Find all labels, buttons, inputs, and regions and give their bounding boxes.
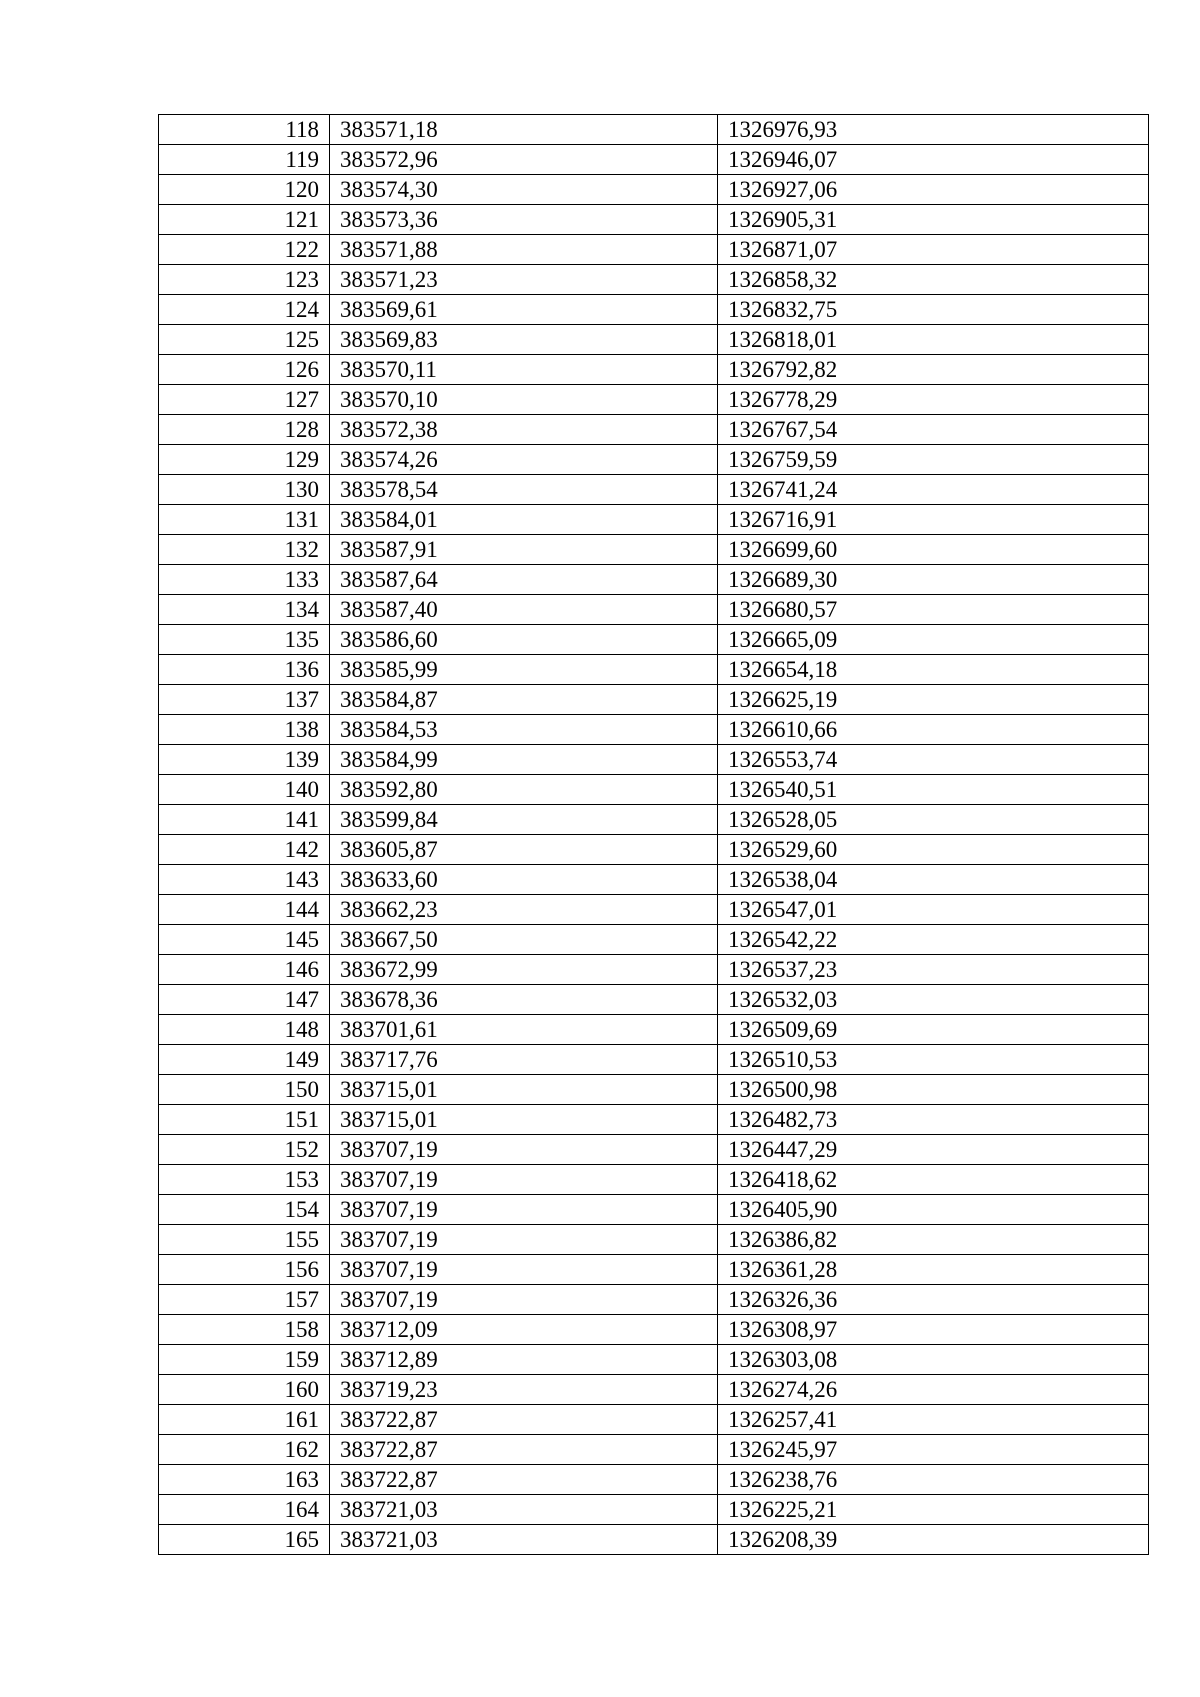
x-coordinate-cell: 383721,03 (330, 1525, 718, 1555)
x-coordinate-cell: 383662,23 (330, 895, 718, 925)
table-row (159, 625, 1149, 655)
point-number-cell: 149 (159, 1045, 330, 1075)
point-number-cell: 135 (159, 625, 330, 655)
point-number-cell: 161 (159, 1405, 330, 1435)
point-number-cell: 132 (159, 535, 330, 565)
y-coordinate-cell: 1326778,29 (718, 385, 1149, 415)
y-coordinate-cell: 1326274,26 (718, 1375, 1149, 1405)
table-row (159, 1525, 1149, 1555)
table-row (159, 1495, 1149, 1525)
x-coordinate-cell: 383707,19 (330, 1135, 718, 1165)
table-row (159, 1135, 1149, 1165)
x-coordinate-cell: 383678,36 (330, 985, 718, 1015)
table-row (159, 1345, 1149, 1375)
table-row (159, 205, 1149, 235)
table-row (159, 1075, 1149, 1105)
table-row (159, 1195, 1149, 1225)
point-number-cell: 152 (159, 1135, 330, 1165)
y-coordinate-cell: 1326741,24 (718, 475, 1149, 505)
table-row (159, 175, 1149, 205)
table-row (159, 235, 1149, 265)
point-number-cell: 121 (159, 205, 330, 235)
table-row (159, 145, 1149, 175)
table-row (159, 1405, 1149, 1435)
y-coordinate-cell: 1326871,07 (718, 235, 1149, 265)
x-coordinate-cell: 383715,01 (330, 1105, 718, 1135)
y-coordinate-cell: 1326208,39 (718, 1525, 1149, 1555)
x-coordinate-cell: 383569,83 (330, 325, 718, 355)
point-number-cell: 159 (159, 1345, 330, 1375)
x-coordinate-cell: 383712,89 (330, 1345, 718, 1375)
point-number-cell: 153 (159, 1165, 330, 1195)
x-coordinate-cell: 383722,87 (330, 1465, 718, 1495)
point-number-cell: 122 (159, 235, 330, 265)
table-row (159, 295, 1149, 325)
y-coordinate-cell: 1326528,05 (718, 805, 1149, 835)
table-row (159, 325, 1149, 355)
x-coordinate-cell: 383569,61 (330, 295, 718, 325)
y-coordinate-cell: 1326832,75 (718, 295, 1149, 325)
y-coordinate-cell: 1326540,51 (718, 775, 1149, 805)
y-coordinate-cell: 1326245,97 (718, 1435, 1149, 1465)
y-coordinate-cell: 1326482,73 (718, 1105, 1149, 1135)
table-row (159, 745, 1149, 775)
point-number-cell: 139 (159, 745, 330, 775)
x-coordinate-cell: 383587,64 (330, 565, 718, 595)
point-number-cell: 146 (159, 955, 330, 985)
table-row (159, 115, 1149, 145)
x-coordinate-cell: 383707,19 (330, 1195, 718, 1225)
point-number-cell: 148 (159, 1015, 330, 1045)
y-coordinate-cell: 1326509,69 (718, 1015, 1149, 1045)
x-coordinate-cell: 383667,50 (330, 925, 718, 955)
x-coordinate-cell: 383599,84 (330, 805, 718, 835)
x-coordinate-cell: 383584,99 (330, 745, 718, 775)
point-number-cell: 144 (159, 895, 330, 925)
y-coordinate-cell: 1326532,03 (718, 985, 1149, 1015)
point-number-cell: 120 (159, 175, 330, 205)
y-coordinate-cell: 1326792,82 (718, 355, 1149, 385)
x-coordinate-cell: 383592,80 (330, 775, 718, 805)
coordinates-table-body (159, 115, 1149, 1555)
table-row (159, 895, 1149, 925)
table-row (159, 1465, 1149, 1495)
x-coordinate-cell: 383721,03 (330, 1495, 718, 1525)
table-row (159, 595, 1149, 625)
point-number-cell: 147 (159, 985, 330, 1015)
y-coordinate-cell: 1326538,04 (718, 865, 1149, 895)
table-row (159, 685, 1149, 715)
point-number-cell: 126 (159, 355, 330, 385)
y-coordinate-cell: 1326818,01 (718, 325, 1149, 355)
table-row (159, 805, 1149, 835)
point-number-cell: 163 (159, 1465, 330, 1495)
y-coordinate-cell: 1326500,98 (718, 1075, 1149, 1105)
y-coordinate-cell: 1326767,54 (718, 415, 1149, 445)
x-coordinate-cell: 383584,01 (330, 505, 718, 535)
x-coordinate-cell: 383605,87 (330, 835, 718, 865)
table-row (159, 1045, 1149, 1075)
y-coordinate-cell: 1326529,60 (718, 835, 1149, 865)
point-number-cell: 136 (159, 655, 330, 685)
x-coordinate-cell: 383707,19 (330, 1255, 718, 1285)
point-number-cell: 141 (159, 805, 330, 835)
y-coordinate-cell: 1326238,76 (718, 1465, 1149, 1495)
x-coordinate-cell: 383574,26 (330, 445, 718, 475)
y-coordinate-cell: 1326510,53 (718, 1045, 1149, 1075)
y-coordinate-cell: 1326610,66 (718, 715, 1149, 745)
x-coordinate-cell: 383715,01 (330, 1075, 718, 1105)
table-row (159, 1015, 1149, 1045)
table-row (159, 475, 1149, 505)
point-number-cell: 133 (159, 565, 330, 595)
x-coordinate-cell: 383586,60 (330, 625, 718, 655)
point-number-cell: 162 (159, 1435, 330, 1465)
x-coordinate-cell: 383578,54 (330, 475, 718, 505)
table-row (159, 865, 1149, 895)
table-row (159, 1225, 1149, 1255)
point-number-cell: 118 (159, 115, 330, 145)
y-coordinate-cell: 1326447,29 (718, 1135, 1149, 1165)
point-number-cell: 134 (159, 595, 330, 625)
point-number-cell: 157 (159, 1285, 330, 1315)
table-row (159, 1315, 1149, 1345)
point-number-cell: 164 (159, 1495, 330, 1525)
x-coordinate-cell: 383587,40 (330, 595, 718, 625)
y-coordinate-cell: 1326689,30 (718, 565, 1149, 595)
x-coordinate-cell: 383707,19 (330, 1285, 718, 1315)
x-coordinate-cell: 383570,10 (330, 385, 718, 415)
point-number-cell: 127 (159, 385, 330, 415)
x-coordinate-cell: 383584,87 (330, 685, 718, 715)
x-coordinate-cell: 383633,60 (330, 865, 718, 895)
y-coordinate-cell: 1326976,93 (718, 115, 1149, 145)
table-row (159, 505, 1149, 535)
table-row (159, 715, 1149, 745)
x-coordinate-cell: 383572,38 (330, 415, 718, 445)
table-row (159, 265, 1149, 295)
table-row (159, 1435, 1149, 1465)
table-row (159, 1105, 1149, 1135)
y-coordinate-cell: 1326665,09 (718, 625, 1149, 655)
y-coordinate-cell: 1326303,08 (718, 1345, 1149, 1375)
table-row (159, 1375, 1149, 1405)
y-coordinate-cell: 1326361,28 (718, 1255, 1149, 1285)
table-row (159, 1285, 1149, 1315)
y-coordinate-cell: 1326927,06 (718, 175, 1149, 205)
y-coordinate-cell: 1326326,36 (718, 1285, 1149, 1315)
point-number-cell: 140 (159, 775, 330, 805)
y-coordinate-cell: 1326537,23 (718, 955, 1149, 985)
point-number-cell: 160 (159, 1375, 330, 1405)
x-coordinate-cell: 383584,53 (330, 715, 718, 745)
y-coordinate-cell: 1326405,90 (718, 1195, 1149, 1225)
table-row (159, 415, 1149, 445)
table-row (159, 1255, 1149, 1285)
table-row (159, 1165, 1149, 1195)
point-number-cell: 154 (159, 1195, 330, 1225)
x-coordinate-cell: 383722,87 (330, 1435, 718, 1465)
point-number-cell: 119 (159, 145, 330, 175)
y-coordinate-cell: 1326225,21 (718, 1495, 1149, 1525)
y-coordinate-cell: 1326418,62 (718, 1165, 1149, 1195)
x-coordinate-cell: 383585,99 (330, 655, 718, 685)
x-coordinate-cell: 383712,09 (330, 1315, 718, 1345)
table-row (159, 955, 1149, 985)
point-number-cell: 165 (159, 1525, 330, 1555)
point-number-cell: 151 (159, 1105, 330, 1135)
y-coordinate-cell: 1326257,41 (718, 1405, 1149, 1435)
table-row (159, 775, 1149, 805)
x-coordinate-cell: 383571,23 (330, 265, 718, 295)
point-number-cell: 143 (159, 865, 330, 895)
table-row (159, 355, 1149, 385)
y-coordinate-cell: 1326625,19 (718, 685, 1149, 715)
y-coordinate-cell: 1326699,60 (718, 535, 1149, 565)
x-coordinate-cell: 383587,91 (330, 535, 718, 565)
y-coordinate-cell: 1326542,22 (718, 925, 1149, 955)
point-number-cell: 124 (159, 295, 330, 325)
point-number-cell: 125 (159, 325, 330, 355)
y-coordinate-cell: 1326905,31 (718, 205, 1149, 235)
point-number-cell: 138 (159, 715, 330, 745)
y-coordinate-cell: 1326858,32 (718, 265, 1149, 295)
y-coordinate-cell: 1326654,18 (718, 655, 1149, 685)
point-number-cell: 155 (159, 1225, 330, 1255)
coordinates-table (158, 114, 1149, 1555)
x-coordinate-cell: 383573,36 (330, 205, 718, 235)
table-row (159, 565, 1149, 595)
x-coordinate-cell: 383707,19 (330, 1165, 718, 1195)
x-coordinate-cell: 383672,99 (330, 955, 718, 985)
x-coordinate-cell: 383571,18 (330, 115, 718, 145)
point-number-cell: 150 (159, 1075, 330, 1105)
table-row (159, 835, 1149, 865)
point-number-cell: 130 (159, 475, 330, 505)
x-coordinate-cell: 383707,19 (330, 1225, 718, 1255)
y-coordinate-cell: 1326553,74 (718, 745, 1149, 775)
point-number-cell: 129 (159, 445, 330, 475)
y-coordinate-cell: 1326759,59 (718, 445, 1149, 475)
point-number-cell: 123 (159, 265, 330, 295)
x-coordinate-cell: 383717,76 (330, 1045, 718, 1075)
x-coordinate-cell: 383574,30 (330, 175, 718, 205)
point-number-cell: 158 (159, 1315, 330, 1345)
point-number-cell: 142 (159, 835, 330, 865)
x-coordinate-cell: 383701,61 (330, 1015, 718, 1045)
point-number-cell: 131 (159, 505, 330, 535)
x-coordinate-cell: 383571,88 (330, 235, 718, 265)
x-coordinate-cell: 383719,23 (330, 1375, 718, 1405)
table-row (159, 535, 1149, 565)
table-row (159, 655, 1149, 685)
y-coordinate-cell: 1326680,57 (718, 595, 1149, 625)
y-coordinate-cell: 1326386,82 (718, 1225, 1149, 1255)
x-coordinate-cell: 383572,96 (330, 145, 718, 175)
table-row (159, 985, 1149, 1015)
table-row (159, 445, 1149, 475)
point-number-cell: 137 (159, 685, 330, 715)
point-number-cell: 145 (159, 925, 330, 955)
table-row (159, 925, 1149, 955)
y-coordinate-cell: 1326946,07 (718, 145, 1149, 175)
y-coordinate-cell: 1326716,91 (718, 505, 1149, 535)
y-coordinate-cell: 1326547,01 (718, 895, 1149, 925)
y-coordinate-cell: 1326308,97 (718, 1315, 1149, 1345)
point-number-cell: 128 (159, 415, 330, 445)
point-number-cell: 156 (159, 1255, 330, 1285)
x-coordinate-cell: 383722,87 (330, 1405, 718, 1435)
x-coordinate-cell: 383570,11 (330, 355, 718, 385)
table-row (159, 385, 1149, 415)
